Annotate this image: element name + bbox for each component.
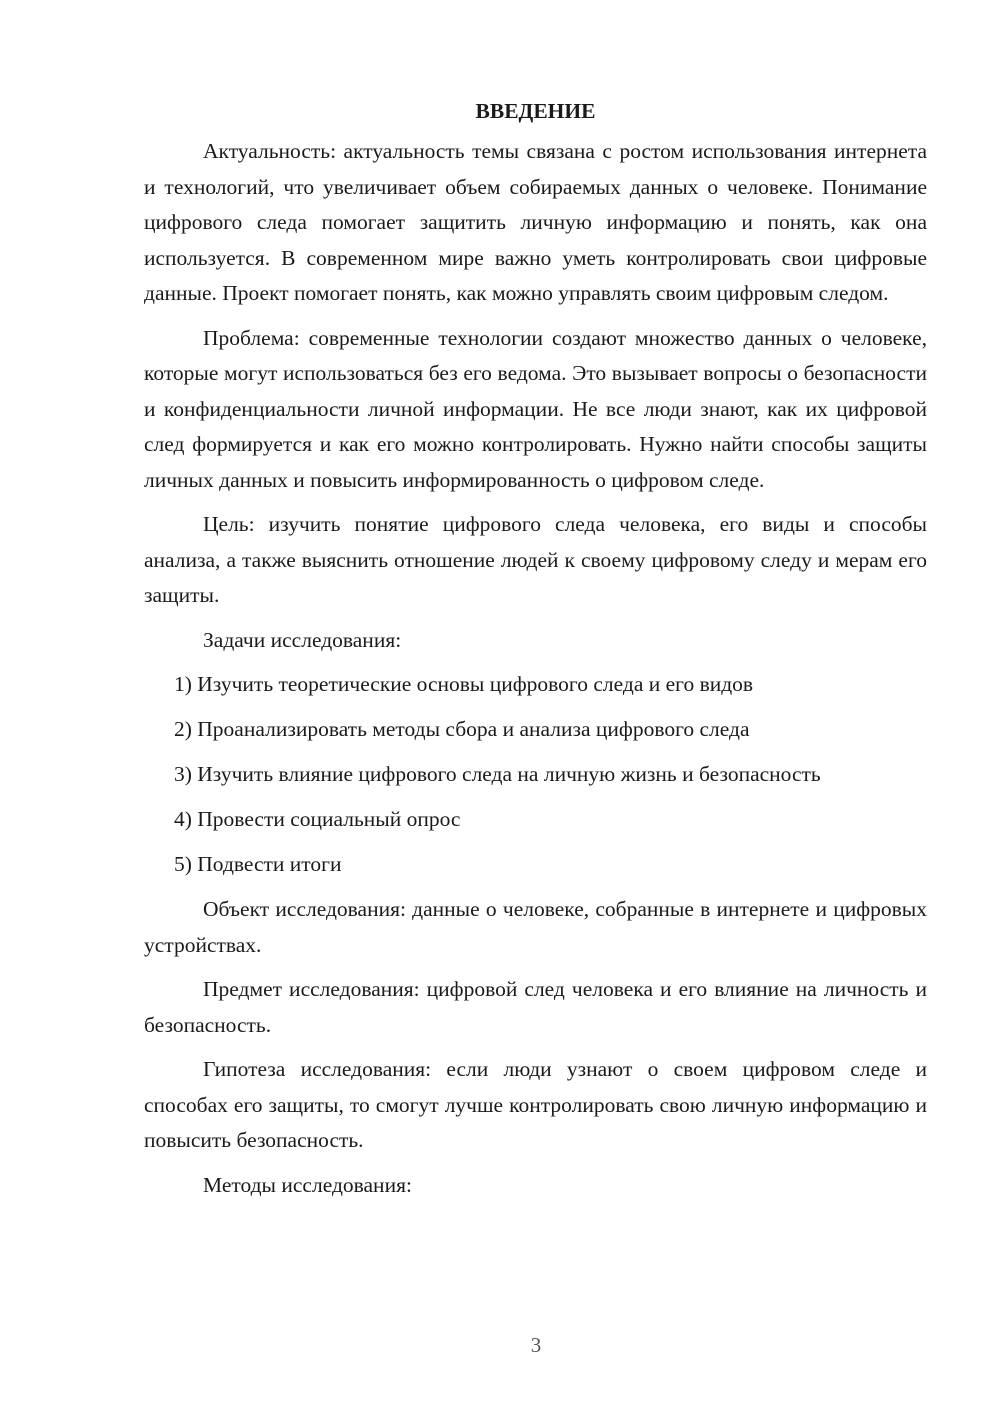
paragraph-goal: Цель: изучить понятие цифрового следа человека, его виды и способы анализа, а также выяснить отношение людей к своему цифровому следу и мерам его защиты. (144, 512, 927, 607)
document-page (144, 96, 927, 1212)
paragraph-object: Объект исследования: данные о человеке, собранные в интернете и цифровых устройствах. (144, 897, 927, 957)
list-item: 2) Проанализировать методы сбора и анализа цифрового следа (174, 717, 750, 741)
list-item: 3) Изучить влияние цифрового следа на личную жизнь и безопасность (174, 762, 821, 786)
page-number: 3 (530, 1333, 542, 1357)
section-title: ВВЕДЕНИЕ (475, 99, 596, 123)
paragraph-problem: Проблема: современные технологии создают множество данных о человеке, которые могут использоваться без его ведома. Это вызывает вопросы о безопасности и конфиденциальности личной информации. Не все люди знают, как их цифровой след формируется и как его можно контролировать. Нужно найти способы защиты личных данных и повысить информированность о цифровом следе. (144, 325, 927, 492)
tasks-heading: Задачи исследования: (203, 627, 402, 652)
list-item: 5) Подвести итоги (174, 852, 342, 876)
list-item: 4) Провести социальный опрос (174, 807, 461, 831)
list-item: 1) Изучить теоретические основы цифрового следа и его видов (174, 672, 754, 696)
paragraph-hypothesis: Гипотеза исследования: если люди узнают о своем цифровом следе и способах его защиты, то смогут лучше контролировать свою личную информацию и повысить безопасность. (144, 1057, 927, 1152)
tasks-list (144, 667, 927, 883)
paragraph-subject: Предмет исследования: цифровой след человека и его влияние на личность и безопасность. (144, 977, 927, 1037)
paragraph-relevance: Актуальность: актуальность темы связана с ростом использования интернета и технологий, что увеличивает объем собираемых данных о человеке. Понимание цифрового следа помогает защитить личную информацию и понять, как она используется. В современном мире важно уметь контролировать свои цифровые данные. Проект помогает понять, как можно управлять своим цифровым следом. (144, 139, 927, 305)
methods-heading: Методы исследования: (203, 1172, 412, 1197)
